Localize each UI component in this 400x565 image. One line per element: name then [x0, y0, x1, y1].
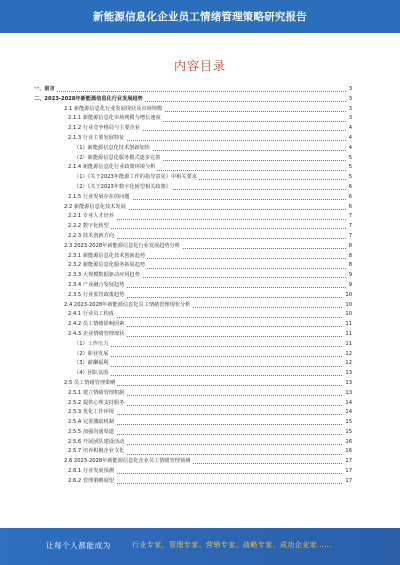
toc-entry-label: 2.2.1 专业人才培养 — [68, 212, 116, 222]
toc-entry-label: （2）《关于2023年数字化转型相关政策》 — [74, 183, 173, 193]
toc-entry[interactable] — [34, 105, 352, 115]
toc-entry-label: 2.5.7 培养积极企业文化 — [68, 447, 126, 457]
toc-leader-dots — [74, 356, 352, 357]
toc-entry[interactable] — [34, 379, 352, 389]
toc-entry-label: 2.3.2 新能源信息化服务拓展趋势 — [68, 261, 147, 271]
toc-entry-page: 4 — [347, 134, 352, 144]
toc-entry[interactable] — [34, 428, 352, 438]
toc-entry-page: 7 — [347, 222, 352, 232]
toc-entry-label: 2.5.6 开展团队建设活动 — [68, 438, 126, 448]
toc-entry[interactable] — [34, 340, 352, 350]
toc-entry[interactable] — [34, 301, 352, 311]
toc-entry-page: 8 — [347, 261, 352, 271]
toc-entry[interactable] — [34, 222, 352, 232]
toc-entry-label: 2.5.5 加强沟通渠道 — [68, 428, 116, 438]
toc-entry-label: 2.1.3 行业主要发展特征 — [68, 134, 126, 144]
toc-entry-label: （1）工作压力 — [74, 340, 110, 350]
toc-entry[interactable] — [34, 163, 352, 173]
toc-entry[interactable] — [34, 173, 352, 183]
toc-entry-label: （3）薪酬福利 — [74, 359, 110, 369]
toc-entry-label: 2.3.4 产业融合发展趋势 — [68, 281, 126, 291]
toc-entry[interactable] — [34, 271, 352, 281]
toc-entry[interactable] — [34, 183, 352, 193]
toc-entry-label: 2.4.3 企业情绪管理现状 — [68, 330, 126, 340]
footer-roles: 行业专家、管理专家、营销专家、战略专家、成功企业家…… — [132, 541, 332, 549]
toc-entry[interactable] — [34, 447, 352, 457]
toc-entry-page: 15 — [343, 418, 352, 428]
toc-entry-label: 2.3.3 大规模数据驱动应用趋势 — [68, 271, 142, 281]
toc-entry[interactable] — [34, 261, 352, 271]
toc-entry-page: 16 — [343, 447, 352, 457]
toc-entry-label: 2.5.2 提供心理支持服务 — [68, 399, 126, 409]
toc-entry[interactable] — [34, 212, 352, 222]
toc-entry-page: 5 — [347, 154, 352, 164]
toc-entry-page: 3 — [347, 95, 352, 105]
toc-entry[interactable] — [34, 330, 352, 340]
toc-leader-dots — [74, 375, 352, 376]
footer-slogan: 让每个人都能成为 — [46, 541, 111, 550]
toc-entry-label: 二、2023-2028年新能源信息化行业发展趋势 — [34, 95, 145, 105]
toc-entry-page: 15 — [343, 428, 352, 438]
toc-entry[interactable] — [34, 418, 352, 428]
toc-entry[interactable] — [34, 359, 352, 369]
report-title: 新能源信息化企业员工情绪管理策略研究报告 — [93, 11, 307, 23]
toc-entry[interactable] — [34, 350, 352, 360]
toc-heading: 内容目录 — [173, 59, 226, 73]
toc-entry[interactable] — [34, 408, 352, 418]
toc-entry-label: 2.1 新能源信息化行业发展现状及市场规模 — [64, 105, 164, 115]
toc-entry-page: 4 — [347, 124, 352, 134]
toc-entry-page: 6 — [347, 193, 352, 203]
toc-entry-label: 2.2.2 数字化转型 — [68, 222, 111, 232]
toc-entry-label: 一、前言 — [34, 85, 57, 95]
toc-entry-page: 6 — [347, 183, 352, 193]
toc-entry-page: 3 — [347, 114, 352, 124]
toc-entry[interactable] — [34, 438, 352, 448]
toc-entry-label: 2.2.3 技术创新方向 — [68, 232, 116, 242]
toc-entry-label: （2）职业发展 — [74, 350, 110, 360]
toc-entry-page: 8 — [347, 242, 352, 252]
table-of-contents — [34, 85, 352, 487]
toc-entry-label: 2.4 2023-2028年新能源信息化员工情绪管理现状分析 — [64, 301, 192, 311]
toc-entry-label: 2.6.1 行业发展预测 — [68, 467, 116, 477]
toc-entry-label: （2）新能源信息化服务模式逐步完善 — [74, 154, 162, 164]
toc-entry[interactable] — [34, 291, 352, 301]
toc-entry-page: 11 — [343, 320, 352, 330]
toc-entry[interactable] — [34, 477, 352, 487]
toc-entry-page: 7 — [347, 212, 352, 222]
toc-entry-label: 2.5.4 完善激励机制 — [68, 418, 116, 428]
toc-entry-page: 11 — [343, 340, 352, 350]
toc-entry-page: 17 — [343, 477, 352, 487]
toc-entry-label: 2.4.1 行业员工构成 — [68, 310, 116, 320]
toc-entry-page: 9 — [347, 271, 352, 281]
toc-entry-label: （4）团队氛围 — [74, 369, 110, 379]
toc-entry-page: 14 — [343, 399, 352, 409]
toc-entry-label: 2.3.1 新能源信息化技术创新趋势 — [68, 252, 147, 262]
toc-entry-page: 13 — [343, 389, 352, 399]
toc-entry-page: 10 — [343, 310, 352, 320]
toc-entry-label: （1）《关于2023年能源工作的指导意见》中相关要求 — [74, 173, 199, 183]
toc-entry-page: 12 — [343, 350, 352, 360]
toc-entry-label: 2.1.4 新能源信息化行业政策环境分析 — [68, 163, 157, 173]
toc-entry[interactable] — [34, 389, 352, 399]
toc-entry[interactable] — [34, 252, 352, 262]
toc-entry-label: 2.3 2023-2028年新能源信息化行业发展趋势分析 — [64, 242, 182, 252]
toc-entry-label: 2.1.5 行业发展存在的问题 — [68, 193, 132, 203]
toc-entry-page: 17 — [343, 467, 352, 477]
toc-entry[interactable] — [34, 232, 352, 242]
toc-entry[interactable] — [34, 95, 352, 105]
toc-entry[interactable] — [34, 124, 352, 134]
toc-entry-page: 16 — [343, 438, 352, 448]
toc-entry[interactable] — [34, 399, 352, 409]
toc-entry[interactable] — [34, 154, 352, 164]
toc-entry-label: 2.6 2023-2028年新能源信息化企业员工情绪管理预测 — [64, 457, 192, 467]
toc-entry-label: 2.4.2 员工情绪影响因素 — [68, 320, 126, 330]
toc-entry-page: 8 — [347, 252, 352, 262]
toc-entry-page: 17 — [343, 457, 352, 467]
toc-entry-label: 2.5 员工情绪管理策略 — [64, 379, 117, 389]
toc-entry[interactable] — [34, 134, 352, 144]
toc-entry[interactable] — [34, 467, 352, 477]
toc-entry-page: 3 — [347, 85, 352, 95]
toc-entry-label: 2.5.1 建立情绪管理机制 — [68, 389, 126, 399]
toc-entry-page: 5 — [347, 163, 352, 173]
toc-entry[interactable] — [34, 320, 352, 330]
header-bar — [0, 0, 400, 33]
toc-entry-label: （1）新能源信息化技术创新加快 — [74, 144, 152, 154]
toc-entry-page: 13 — [343, 369, 352, 379]
toc-entry-page: 10 — [343, 291, 352, 301]
toc-entry-page: 14 — [343, 408, 352, 418]
toc-entry[interactable] — [34, 310, 352, 320]
toc-entry-label: 2.2 新能源信息化技术发展 — [64, 203, 128, 213]
toc-entry-page: 5 — [347, 173, 352, 183]
footer-bar — [0, 528, 400, 565]
toc-entry-page: 7 — [347, 232, 352, 242]
toc-leader-dots — [74, 366, 352, 367]
toc-entry-page: 11 — [343, 330, 352, 340]
toc-entry-page: 12 — [343, 359, 352, 369]
toc-entry-label: 2.1.2 行业竞争格局与主要企业 — [68, 124, 142, 134]
toc-leader-dots — [34, 91, 352, 92]
toc-entry[interactable] — [34, 193, 352, 203]
toc-entry[interactable] — [34, 281, 352, 291]
toc-entry[interactable] — [34, 203, 352, 213]
toc-entry[interactable] — [34, 85, 352, 95]
toc-entry-page: 4 — [347, 144, 352, 154]
toc-entry-label: 2.3.5 行业监管政策趋势 — [68, 291, 126, 301]
toc-entry-page: 6 — [347, 203, 352, 213]
toc-entry[interactable] — [34, 242, 352, 252]
toc-entry-page: 10 — [343, 301, 352, 311]
toc-leader-dots — [74, 346, 352, 347]
toc-entry-page: 13 — [343, 379, 352, 389]
toc-entry-label: 2.1.1 新能源信息化市场规模与增长速度 — [68, 114, 163, 124]
toc-entry[interactable] — [34, 144, 352, 154]
toc-entry-page: 9 — [347, 281, 352, 291]
toc-entry-label: 2.5.3 优化工作环境 — [68, 408, 116, 418]
toc-entry[interactable] — [34, 369, 352, 379]
toc-entry-label: 2.6.2 管理策略展望 — [68, 477, 116, 487]
toc-entry[interactable] — [34, 457, 352, 467]
toc-entry-page: 3 — [347, 105, 352, 115]
toc-entry[interactable] — [34, 114, 352, 124]
